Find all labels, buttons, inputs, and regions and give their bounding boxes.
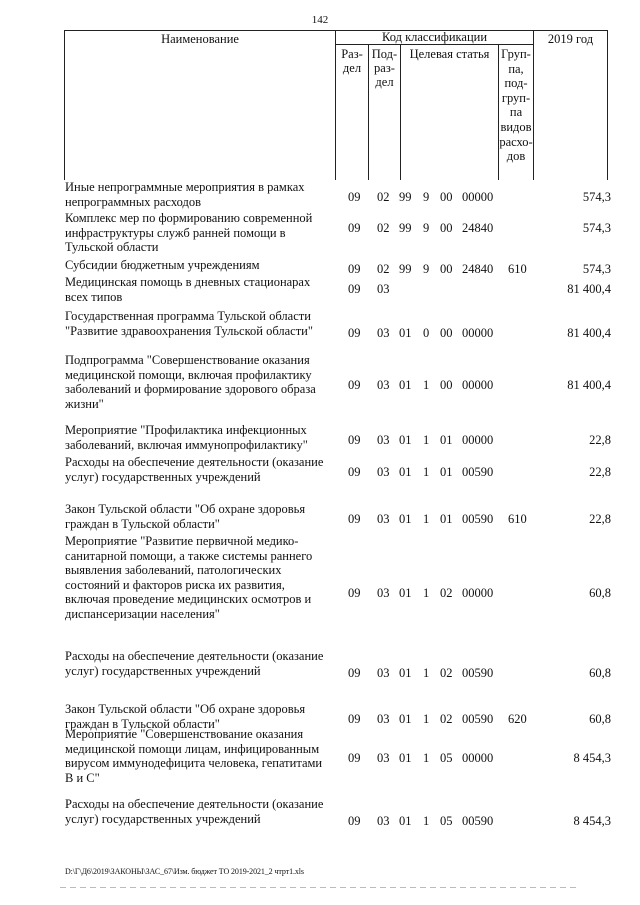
file-path-footer: D:\Г\Д6\2019\ЗАКОНЫ\ЗАС_67\Изм. бюджет ТО 2019-2021_2 чтрт1.xls <box>65 867 304 876</box>
row-group: 610 <box>508 512 527 526</box>
row-t4: 00590 <box>462 465 494 479</box>
row-name-line: граждан в Тульской области" <box>65 516 220 531</box>
row-t2: 1 <box>423 378 430 392</box>
table-header <box>0 0 640 185</box>
row-name-line: Расходы на обеспечение деятельности (оказание <box>65 455 324 469</box>
row-razdel: 09 <box>348 282 361 296</box>
row-amount: 60,8 <box>589 666 611 680</box>
row-t4: 00000 <box>462 433 494 447</box>
row-name-line: "Развитие здравоохранения Тульской области" <box>65 323 313 338</box>
row-razdel: 09 <box>348 465 361 479</box>
row-name-line: Закон Тульской области "Об охране здоровья <box>65 502 306 516</box>
row-podrazdel: 03 <box>377 433 390 447</box>
row-razdel: 09 <box>348 326 361 340</box>
row-t1: 01 <box>399 326 412 340</box>
row-t1: 01 <box>399 666 412 680</box>
row-name-line: Расходы на обеспечение деятельности (оказание <box>65 649 324 663</box>
row-t2: 9 <box>423 262 430 276</box>
row-t1: 99 <box>399 221 412 235</box>
row-name <box>65 353 333 411</box>
row-name-line: Медицинская помощь в дневных стационарах <box>65 275 311 289</box>
row-podrazdel: 02 <box>377 221 390 235</box>
row-amount: 8 454,3 <box>573 751 611 765</box>
row-t3: 01 <box>440 512 453 526</box>
row-amount: 60,8 <box>589 586 611 600</box>
row-podrazdel: 03 <box>377 712 390 726</box>
row-razdel: 09 <box>348 814 361 828</box>
row-amount: 60,8 <box>589 712 611 726</box>
row-name <box>65 727 333 785</box>
row-razdel: 09 <box>348 221 361 235</box>
row-t2: 1 <box>423 712 430 726</box>
row-t4: 00000 <box>462 586 494 600</box>
row-podrazdel: 03 <box>377 465 390 479</box>
row-podrazdel: 03 <box>377 282 390 296</box>
row-name-line: медицинской помощи лицам, инфицированным <box>65 741 320 756</box>
row-t3: 00 <box>440 326 453 340</box>
row-name-line: состояний и факторов риска их развития, <box>65 577 285 592</box>
row-name <box>65 455 333 484</box>
row-t3: 01 <box>440 433 453 447</box>
row-name-line: вирусом иммунодефицита человека, гепатитами <box>65 756 323 770</box>
row-t4: 00590 <box>462 512 494 526</box>
row-podrazdel: 03 <box>377 378 390 392</box>
row-t2: 0 <box>423 326 430 340</box>
row-t2: 1 <box>423 666 430 680</box>
row-razdel: 09 <box>348 751 361 765</box>
row-name-line: Мероприятие "Развитие первичной медико- <box>65 534 299 548</box>
row-name <box>65 534 333 621</box>
row-name-line: инфраструктуры служб ранней помощи в <box>65 225 286 240</box>
scan-artifact-line <box>60 887 580 888</box>
row-name-line: граждан в Тульской области" <box>65 716 220 731</box>
header-target: Целевая статья <box>409 47 490 61</box>
row-t2: 1 <box>423 433 430 447</box>
row-name <box>65 258 333 273</box>
row-amount: 22,8 <box>589 512 611 526</box>
row-amount: 22,8 <box>589 465 611 479</box>
row-name-line: Тульской области <box>65 240 159 254</box>
row-t1: 01 <box>399 378 412 392</box>
row-amount: 22,8 <box>589 433 611 447</box>
row-t3: 00 <box>440 262 453 276</box>
row-name <box>65 649 333 678</box>
row-t3: 05 <box>440 751 453 765</box>
row-name-line: диспансеризации населения" <box>65 606 220 621</box>
row-name <box>65 502 333 531</box>
row-t2: 9 <box>423 190 430 204</box>
row-name-line: выявления заболеваний, патологических <box>65 563 282 577</box>
row-name-line: услуг) государственных учреждений <box>65 811 261 826</box>
row-name-line: услуг) государственных учреждений <box>65 663 261 678</box>
row-name-line: Закон Тульской области "Об охране здоровья <box>65 702 306 716</box>
row-t4: 00590 <box>462 666 494 680</box>
row-t1: 01 <box>399 814 412 828</box>
row-name-line: услуг) государственных учреждений <box>65 469 261 484</box>
row-razdel: 09 <box>348 378 361 392</box>
row-t3: 00 <box>440 190 453 204</box>
header-subsection: Под- раз- дел <box>371 47 398 89</box>
row-t4: 00590 <box>462 814 494 828</box>
row-t4: 00000 <box>462 751 494 765</box>
row-t2: 1 <box>423 586 430 600</box>
row-razdel: 09 <box>348 262 361 276</box>
row-t1: 01 <box>399 586 412 600</box>
row-name-line: Государственная программа Тульской области <box>65 309 311 323</box>
row-name-line: Иные непрограммные мероприятия в рамках <box>65 180 305 194</box>
row-t3: 01 <box>440 465 453 479</box>
row-t3: 00 <box>440 378 453 392</box>
row-podrazdel: 03 <box>377 512 390 526</box>
row-name-line: Субсидии бюджетным учреждениям <box>65 258 260 272</box>
row-podrazdel: 03 <box>377 751 390 765</box>
row-name-line: Мероприятие "Совершенствование оказания <box>65 727 304 741</box>
row-name-line: включая проведение медицинских осмотров и <box>65 592 312 606</box>
row-t2: 1 <box>423 465 430 479</box>
row-razdel: 09 <box>348 666 361 680</box>
row-t1: 01 <box>399 433 412 447</box>
row-name <box>65 309 333 338</box>
row-t4: 00590 <box>462 712 494 726</box>
row-name-line: заболеваний и формирование здорового образа <box>65 382 316 396</box>
row-name-line: заболеваний, включая иммунопрофилактику" <box>65 437 308 452</box>
row-name-line: медицинской помощи, включая профилактику <box>65 367 312 382</box>
row-t3: 02 <box>440 666 453 680</box>
header-year: 2019 год <box>547 32 594 46</box>
row-name-line: санитарной помощи, а также системы раннего <box>65 548 313 563</box>
row-t1: 01 <box>399 512 412 526</box>
header-group: Груп- па, под- груп- па видов расхо- дов <box>499 47 533 164</box>
row-name <box>65 211 333 255</box>
header-subsection-divider <box>400 44 401 180</box>
header-name: Наименование <box>161 32 239 46</box>
row-podrazdel: 02 <box>377 262 390 276</box>
row-t1: 01 <box>399 712 412 726</box>
row-amount: 574,3 <box>582 190 611 204</box>
header-class-right-border <box>533 30 534 180</box>
row-t4: 00000 <box>462 190 494 204</box>
header-class-divider <box>335 44 533 45</box>
row-t2: 1 <box>423 512 430 526</box>
row-name-line: Подпрограмма "Совершенствование оказания <box>65 353 310 367</box>
row-name-line: жизни" <box>65 396 104 411</box>
row-name-line: Мероприятие "Профилактика инфекционных <box>65 423 307 437</box>
row-name-line: В и С" <box>65 770 100 785</box>
row-razdel: 09 <box>348 512 361 526</box>
row-t3: 02 <box>440 586 453 600</box>
header-class-code: Код классификации <box>381 30 488 44</box>
header-right-border <box>607 30 608 180</box>
row-razdel: 09 <box>348 433 361 447</box>
header-left-border <box>64 30 65 180</box>
row-podrazdel: 03 <box>377 326 390 340</box>
header-section: Раз- дел <box>341 47 363 75</box>
row-name-line: всех типов <box>65 289 123 304</box>
row-name <box>65 797 333 826</box>
row-t2: 9 <box>423 221 430 235</box>
row-t2: 1 <box>423 814 430 828</box>
row-razdel: 09 <box>348 190 361 204</box>
page-number: 142 <box>311 14 329 26</box>
row-t3: 05 <box>440 814 453 828</box>
row-t4: 00000 <box>462 378 494 392</box>
row-amount: 574,3 <box>582 262 611 276</box>
row-t3: 00 <box>440 221 453 235</box>
row-t1: 01 <box>399 465 412 479</box>
row-name <box>65 180 333 209</box>
row-group: 610 <box>508 262 527 276</box>
row-t1: 99 <box>399 262 412 276</box>
row-podrazdel: 03 <box>377 666 390 680</box>
row-t1: 01 <box>399 751 412 765</box>
row-razdel: 09 <box>348 712 361 726</box>
row-razdel: 09 <box>348 586 361 600</box>
row-name-line: непрограммных расходов <box>65 194 201 209</box>
row-amount: 81 400,4 <box>567 378 611 392</box>
row-name-line: Расходы на обеспечение деятельности (оказание <box>65 797 324 811</box>
row-t4: 00000 <box>462 326 494 340</box>
row-amount: 81 400,4 <box>567 282 611 296</box>
row-name <box>65 423 333 452</box>
row-amount: 81 400,4 <box>567 326 611 340</box>
row-t4: 24840 <box>462 221 494 235</box>
row-group: 620 <box>508 712 527 726</box>
row-t3: 02 <box>440 712 453 726</box>
row-amount: 574,3 <box>582 221 611 235</box>
row-t1: 99 <box>399 190 412 204</box>
row-podrazdel: 03 <box>377 586 390 600</box>
row-t4: 24840 <box>462 262 494 276</box>
row-podrazdel: 02 <box>377 190 390 204</box>
row-amount: 8 454,3 <box>573 814 611 828</box>
row-name <box>65 275 333 304</box>
row-t2: 1 <box>423 751 430 765</box>
row-name-line: Комплекс мер по формированию современной <box>65 211 313 225</box>
row-podrazdel: 03 <box>377 814 390 828</box>
